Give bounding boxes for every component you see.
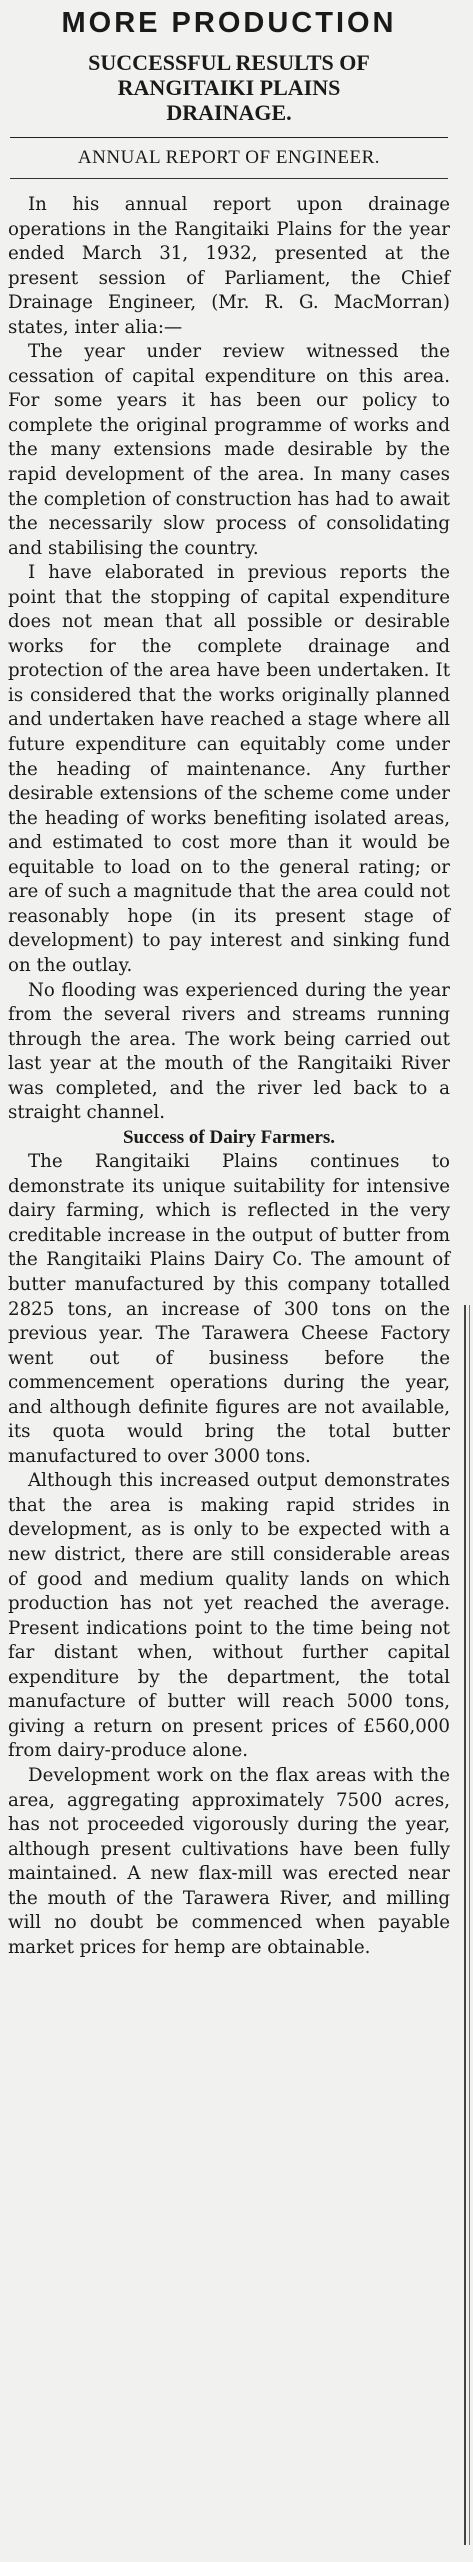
column-rule-thin <box>469 1305 470 2545</box>
section-divider <box>10 178 448 179</box>
article-masthead: MORE PRODUCTION <box>61 7 397 39</box>
article-subhead <box>8 50 450 125</box>
crosshead: Success of Dairy Farmers. <box>122 1126 336 1148</box>
body-part-a <box>8 193 450 1126</box>
subhead-line-2: RANGITAIKI PLAINS <box>117 75 341 100</box>
subhead-line-1: SUCCESSFUL RESULTS OF <box>88 50 370 75</box>
body-part-b <box>8 1150 450 1960</box>
body-paragraph: No flooding was experienced during the year from the several rivers and streams running through the area. The work being carried out last year at the mouth of the Rangitaiki River was completed, and the river led back to a straight channel. <box>8 979 450 1124</box>
headline-divider <box>10 137 448 138</box>
body-paragraph: I have elaborated in previous reports the point that the stopping of capital expenditure does not mean that all possible or desirable works for the complete drainage and protection of the area have been undertaken. It is considered that the works originally planned and undertaken have reached a stage where all future expenditure can equitably come under the heading of maintenance. Any further desirable extensions of the scheme come under the heading of works benefiting isolated areas, and estimated to cost more than it would be equitable to load on to the general rating; or are of such a magnitude that the area could not reasonably hope (in its present stage of development) to pay interest and sinking fund on the outlay. <box>8 562 450 976</box>
body-paragraph: Although this increased output demonstrates that the area is making rapid strides in development, as is only to be expected with a new district, there are still considerable areas of good and medium quality lands on which production has not yet reached the average. Present indications point to the time being not far distant when, without further capital expenditure by the department, the total manufacture of butter will reach 5000 tons, giving a return on present prices of £560,000 from dairy-produce alone. <box>8 1470 450 1762</box>
body-paragraph: In his annual report upon drainage operations in the Rangitaiki Plains for the year ended March 31, 1932, presented at the present session of Parliament, the Chief Drainage Engineer, (Mr. R. G. MacMorran) states, inter alia:— <box>8 194 450 338</box>
column-rule <box>464 1305 466 2545</box>
body-paragraph: Development work on the flax areas with the area, aggregating approximately 7500 acres, has not proceeded vigorously during the year, although present cultivations have been fully maintained. A new flax-mill was erected near the mouth of the Tarawera River, and milling will no doubt be commenced when payable market prices for hemp are obtainable. <box>8 1764 450 1958</box>
body-paragraph: The Rangitaiki Plains continues to demonstrate its unique suitability for intensive dairy farming, which is reflected in the very creditable increase in the output of butter from the Rangitaiki Plains Dairy Co. The amount of butter manufactured by this company totalled 2825 tons, an increase of 300 tons on the previous year. The Tarawera Cheese Factory went out of business before the commencement operations during the year, and although definite figures are not available, its quota would bring the total butter manufactured to over 3000 tons. <box>8 1151 450 1467</box>
section-label: ANNUAL REPORT OF ENGINEER. <box>77 147 381 168</box>
body-paragraph: The year under review witnessed the cessation of capital expenditure on this area. For some years it has been our policy to complete the original programme of works and the many extensions made desirable by the rapid development of the area. In many cases the completion of construction has had to await the necessarily slow process of consolidating and stabilising the country. <box>8 341 450 559</box>
subhead-line-3: DRAINAGE. <box>166 100 292 125</box>
